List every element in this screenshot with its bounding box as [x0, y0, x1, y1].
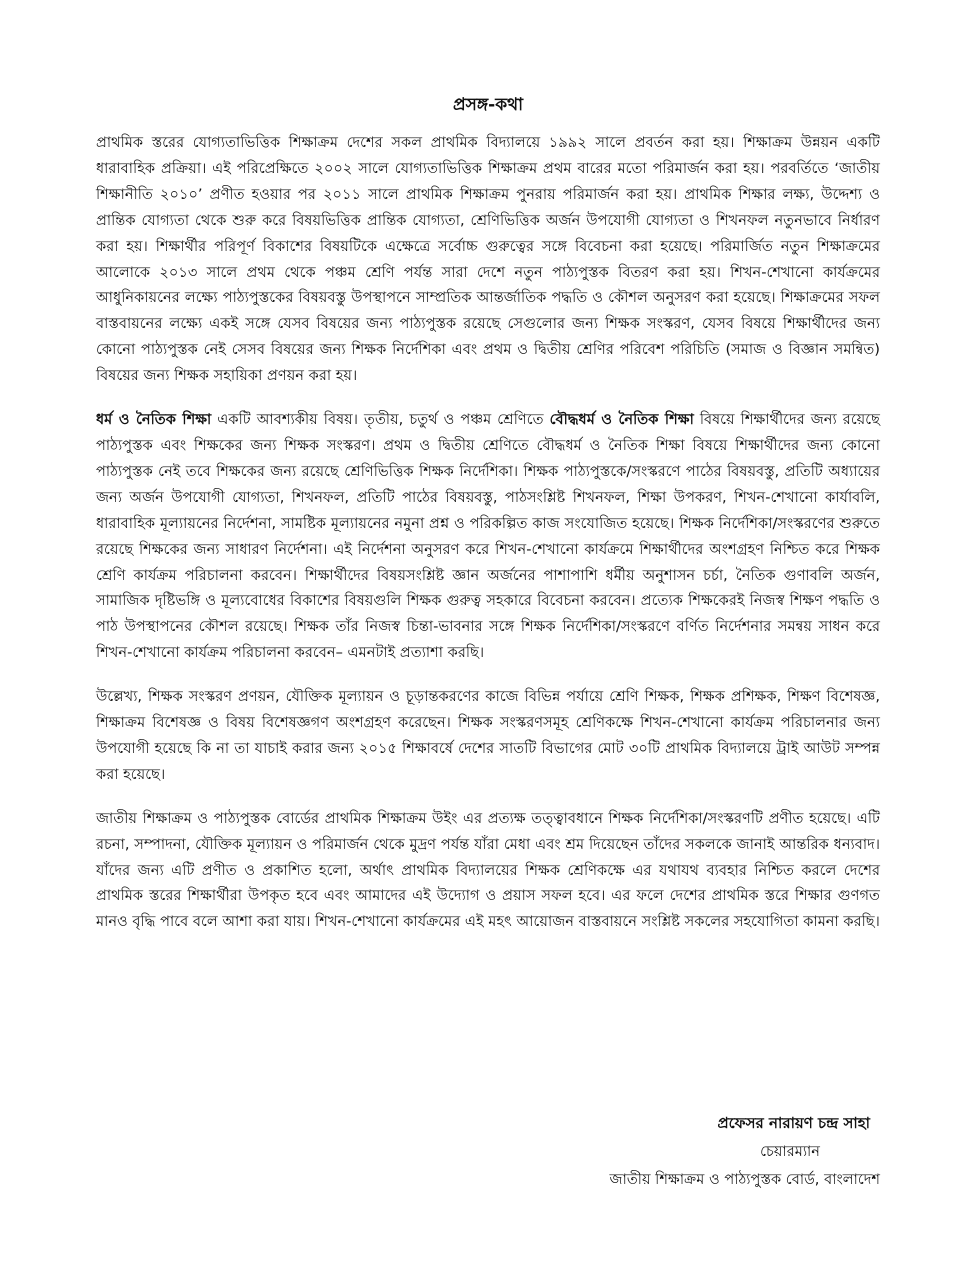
- page-title: প্রসঙ্গ-কথা: [452, 95, 524, 115]
- bold-subject-name: ধর্ম ও নৈতিক শিক্ষা: [96, 411, 212, 429]
- preface-page: [96, 92, 880, 953]
- paragraph-curriculum-history: প্রাথমিক স্তরের যোগ্যতাভিত্তিক শিক্ষাক্রম দেশের সকল প্রাথমিক বিদ্যালয়ে ১৯৯২ সালে প্রবর্তন করা হয়। শিক্ষাক্রম উন্নয়ন একটি ধারাবাহিক প্রক্রিয়া। এই পরিপ্রেক্ষিতে ২০০২ সালে যোগ্যতাভিত্তিক শিক্ষাক্রম প্রথম বারের মতো পরিমার্জন করা হয়। পরবর্তিতে ‘জাতীয় শিক্ষানীতি ২০১০’ প্রণীত হওয়ার পর ২০১১ সালে প্রাথমিক শিক্ষাক্রম পুনরায় পরিমার্জন করা হয়। প্রাথমিক শিক্ষার লক্ষ্য, উদ্দেশ্য ও প্রান্তিক যোগ্যতা থেকে শুরু করে বিষয়ভিত্তিক প্রান্তিক যোগ্যতা, শ্রেণিভিত্তিক অর্জন উপযোগী যোগ্যতা ও শিখনফল নতুনভাবে নির্ধারণ করা হয়। শিক্ষার্থীর পরিপূর্ণ বিকাশের বিষয়টিকে এক্ষেত্রে সর্বোচ্চ গুরুত্বের সঙ্গে বিবেচনা করা হয়েছে। পরিমার্জিত নতুন শিক্ষাক্রমের আলোকে ২০১৩ সালে প্রথম থেকে পঞ্চম শ্রেণি পর্যন্ত সারা দেশে নতুন পাঠ্যপুস্তক বিতরণ করা হয়। শিখন-শেখানো কার্যক্রমের আধুনিকায়নের লক্ষ্যে পাঠ্যপুস্তকের বিষয়বস্তু উপস্থাপনে সাম্প্রতিক আন্তর্জাতিক পদ্ধতি ও কৌশল অনুসরণ করা হয়েছে। শিক্ষাক্রমের সফল বাস্তবায়নের লক্ষ্যে একই সঙ্গে যেসব বিষয়ের জন্য পাঠ্যপুস্তক রয়েছে সেগুলোর জন্য শিক্ষক সংস্করণ, যেসব বিষয়ে শিক্ষার্থীদের জন্য কোনো পাঠ্যপুস্তক নেই সেসব বিষয়ের জন্য শিক্ষক নির্দেশিকা এবং প্রথম ও দ্বিতীয় শ্রেণির পরিবেশ পরিচিতি (সমাজ ও বিজ্ঞান সমন্বিত) বিষয়ের জন্য শিক্ষক সহায়িকা প্রণয়ন করা হয়।: [96, 134, 880, 385]
- paragraph-tryout: উল্লেখ্য, শিক্ষক সংস্করণ প্রণয়ন, যৌক্তিক মূল্যায়ন ও চূড়ান্তকরণের কাজে বিভিন্ন পর্যায়ে শ্রেণি শিক্ষক, শিক্ষক প্রশিক্ষক, শিক্ষণ বিশেষজ্ঞ, শিক্ষাক্রম বিশেষজ্ঞ ও বিষয় বিশেষজ্ঞগণ অংশগ্রহণ করেছেন। শিক্ষক সংস্করণসমূহ শ্রেণিকক্ষে শিখন-শেখানো কার্যক্রম পরিচালনার জন্য উপযোগী হয়েছে কি না তা যাচাই করার জন্য ২০১৫ শিক্ষাবর্ষে দেশের সাতটি বিভাগের মোট ৩০টি প্রাথমিক বিদ্যালয়ে ট্রাই আউট সম্পন্ন করা হয়েছে।: [96, 688, 880, 783]
- signatory-name: প্রফেসর নারায়ণ চন্দ্র সাহা: [717, 1114, 870, 1132]
- signatory-organization: জাতীয় শিক্ষাক্রম ও পাঠ্যপুস্তক বোর্ড, বাংলাদেশ: [609, 1171, 880, 1188]
- bold-subject-name-buddhism: বৌদ্ধধর্ম ও নৈতিক শিক্ষা: [549, 411, 694, 429]
- paragraph-text: বিষয়ে শিক্ষার্থীদের জন্য রয়েছে পাঠ্যপুস্তক এবং শিক্ষকের জন্য শিক্ষক সংস্করণ। প্রথম ও দ্বিতীয় শ্রেণিতে বৌদ্ধধর্ম ও নৈতিক শিক্ষা বিষয়ে শিক্ষার্থীদের জন্য কোনো পাঠ্যপুস্তক নেই তবে শিক্ষকের জন্য রয়েছে শ্রেণিভিত্তিক শিক্ষক নির্দেশিকা। শিক্ষক পাঠ্যপুস্তকে/সংস্করণে পাঠের বিষয়বস্তু, প্রতিটি অধ্যায়ের জন্য অর্জন উপযোগী যোগ্যতা, শিখনফল, প্রতিটি পাঠের বিষয়বস্তু, পাঠসংশ্লিষ্ট শিখনফল, শিক্ষা উপকরণ, শিখন-শেখানো কার্যাবলি, ধারাবাহিক মূল্যায়নের নির্দেশনা, সামষ্টিক মূল্যায়নের নমুনা প্রশ্ন ও পরিকল্পিত কাজ সংযোজিত হয়েছে। শিক্ষক নির্দেশিকা/সংস্করণের শুরুতে রয়েছে শিক্ষকের জন্য সাধারণ নির্দেশনা। এই নির্দেশনা অনুসরণ করে শিখন-শেখানো কার্যক্রমে শিক্ষার্থীদের অংশগ্রহণ নিশ্চিত করে শিক্ষক শ্রেণি কার্যক্রম পরিচালনা করবেন। শিক্ষার্থীদের বিষয়সংশ্লিষ্ট জ্ঞান অর্জনের পাশাপাশি ধর্মীয় অনুশাসন চর্চা, নৈতিক গুণাবলি অর্জন, সামাজিক দৃষ্টিভঙ্গি ও মূল্যবোধের বিকাশের বিষয়গুলি শিক্ষক গুরুত্ব সহকারে বিবেচনা করবেন। প্রত্যেক শিক্ষকেরই নিজস্ব শিক্ষণ পদ্ধতি ও পাঠ উপস্থাপনের কৌশল রয়েছে। শিক্ষক তাঁর নিজস্ব চিন্তা-ভাবনার সঙ্গে শিক্ষক নির্দেশিকা/সংস্করণে বর্ণিত নির্দেশনার সমন্বয় সাধন করে শিখন-শেখানো কার্যক্রম পরিচালনা করবেন– এমনটাই প্রত্যাশা করছি।: [96, 411, 880, 662]
- paragraph-acknowledgement: জাতীয় শিক্ষাক্রম ও পাঠ্যপুস্তক বোর্ডের প্রাথমিক শিক্ষাক্রম উইং এর প্রত্যক্ষ তত্ত্বাবধানে শিক্ষক নির্দেশিকা/সংস্করণটি প্রণীত হয়েছে। এটি রচনা, সম্পাদনা, যৌক্তিক মূল্যায়ন ও পরিমার্জন থেকে মুদ্রণ পর্যন্ত যাঁরা মেধা এবং শ্রম দিয়েছেন তাঁদের সকলকে জানাই আন্তরিক ধন্যবাদ। যাঁদের জন্য এটি প্রণীত ও প্রকাশিত হলো, অর্থাৎ প্রাথমিক বিদ্যালয়ের শিক্ষক শ্রেণিকক্ষে এর যথাযথ ব্যবহার নিশ্চিত করলে দেশের প্রাথমিক স্তরের শিক্ষার্থীরা উপকৃত হবে এবং আমাদের এই উদ্যোগ ও প্রয়াস সফল হবে। এর ফলে দেশের প্রাথমিক স্তরে শিক্ষার গুণগত মানও বৃদ্ধি পাবে বলে আশা করা যায়। শিখন-শেখানো কার্যক্রমের এই মহৎ আয়োজন বাস্তবায়নে সংশ্লিষ্ট সকলের সহযোগিতা কামনা করছি।: [96, 809, 880, 931]
- signature-block: [610, 1108, 880, 1194]
- signatory-role: চেয়ারম্যান: [760, 1143, 820, 1160]
- paragraph-religion-subject: [96, 407, 880, 666]
- paragraph-text: একটি আবশ্যকীয় বিষয়। তৃতীয়, চতুর্থ ও পঞ্চম শ্রেণিতে: [211, 411, 550, 429]
